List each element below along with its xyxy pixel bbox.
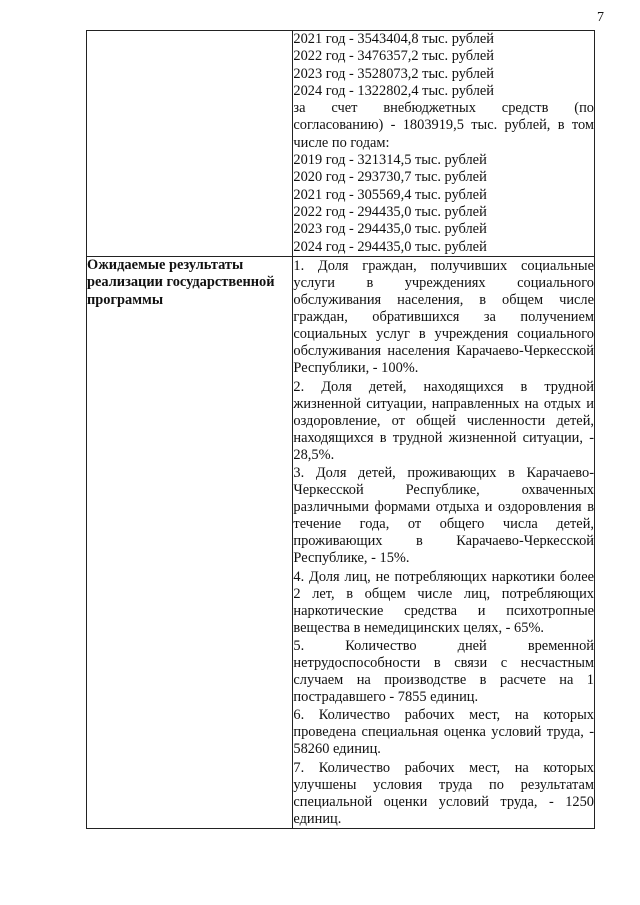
result-item: 3. Доля детей, проживающих в Карачаево-Черкесской Республике, охваченных различными формами отдыха и оздоровления в течение года, от общего числа детей, проживающих в Карачаево-Черкесской Республике, - 15%. xyxy=(293,464,594,567)
table-row xyxy=(87,31,595,257)
page-number: 7 xyxy=(597,10,604,25)
funding-line: 2023 год - 3528073,2 тыс. рублей xyxy=(293,65,494,82)
table-row xyxy=(87,256,595,828)
funding-cell xyxy=(293,31,595,257)
extra-budget-intro: за счет внебюджетных средств (по согласованию) - 1803919,5 тыс. рублей, в том числе по годам: xyxy=(293,100,594,151)
funding-line: 2021 год - 305569,4 тыс. рублей xyxy=(293,186,487,203)
funding-line: 2024 год - 1322802,4 тыс. рублей xyxy=(293,82,494,99)
result-item: 2. Доля детей, находящихся в трудной жизненной ситуации, направленных на отдых и оздоровление, от общей численности детей, находящихся в трудной жизненной ситуации, - 28,5%. xyxy=(293,378,594,463)
funding-line: 2020 год - 293730,7 тыс. рублей xyxy=(293,169,487,186)
funding-line: 2024 год - 294435,0 тыс. рублей xyxy=(293,238,487,255)
program-passport-table xyxy=(86,30,595,829)
expected-results-cell xyxy=(293,256,595,828)
row-label-cell xyxy=(87,31,293,257)
expected-results-label: Ожидаемые результаты реализации государственной программы xyxy=(87,256,275,308)
funding-line: 2022 год - 3476357,2 тыс. рублей xyxy=(293,48,494,65)
result-item: 7. Количество рабочих мест, на которых улучшены условия труда по результатам специальной оценки условий труда, - 1250 единиц. xyxy=(293,759,594,827)
row-label-cell xyxy=(87,256,293,828)
funding-line: 2019 год - 321314,5 тыс. рублей xyxy=(293,152,487,169)
result-item: 5. Количество дней временной нетрудоспособности в связи с несчастным случаем на производстве в расчете на 1 пострадавшего - 7855 единиц. xyxy=(293,637,594,706)
funding-line: 2021 год - 3543404,8 тыс. рублей xyxy=(293,31,494,47)
result-item: 4. Доля лиц, не потребляющих наркотики более 2 лет, в общем числе лиц, потребляющих наркотические средства и психотропные вещества в немедицинских целях, - 65%. xyxy=(293,568,594,636)
result-item: 6. Количество рабочих мест, на которых проведена специальная оценка условий труда, - 58260 единиц. xyxy=(293,707,594,758)
funding-line: 2023 год - 294435,0 тыс. рублей xyxy=(293,221,487,238)
funding-line: 2022 год - 294435,0 тыс. рублей xyxy=(293,203,487,220)
result-item: 1. Доля граждан, получивших социальные услуги в учреждениях социального обслуживания населения, в общем числе граждан, обратившихся за получением социальных услуг в учреждения социального обслуживания населения Карачаево-Черкесской Республики, - 100%. xyxy=(293,257,594,377)
